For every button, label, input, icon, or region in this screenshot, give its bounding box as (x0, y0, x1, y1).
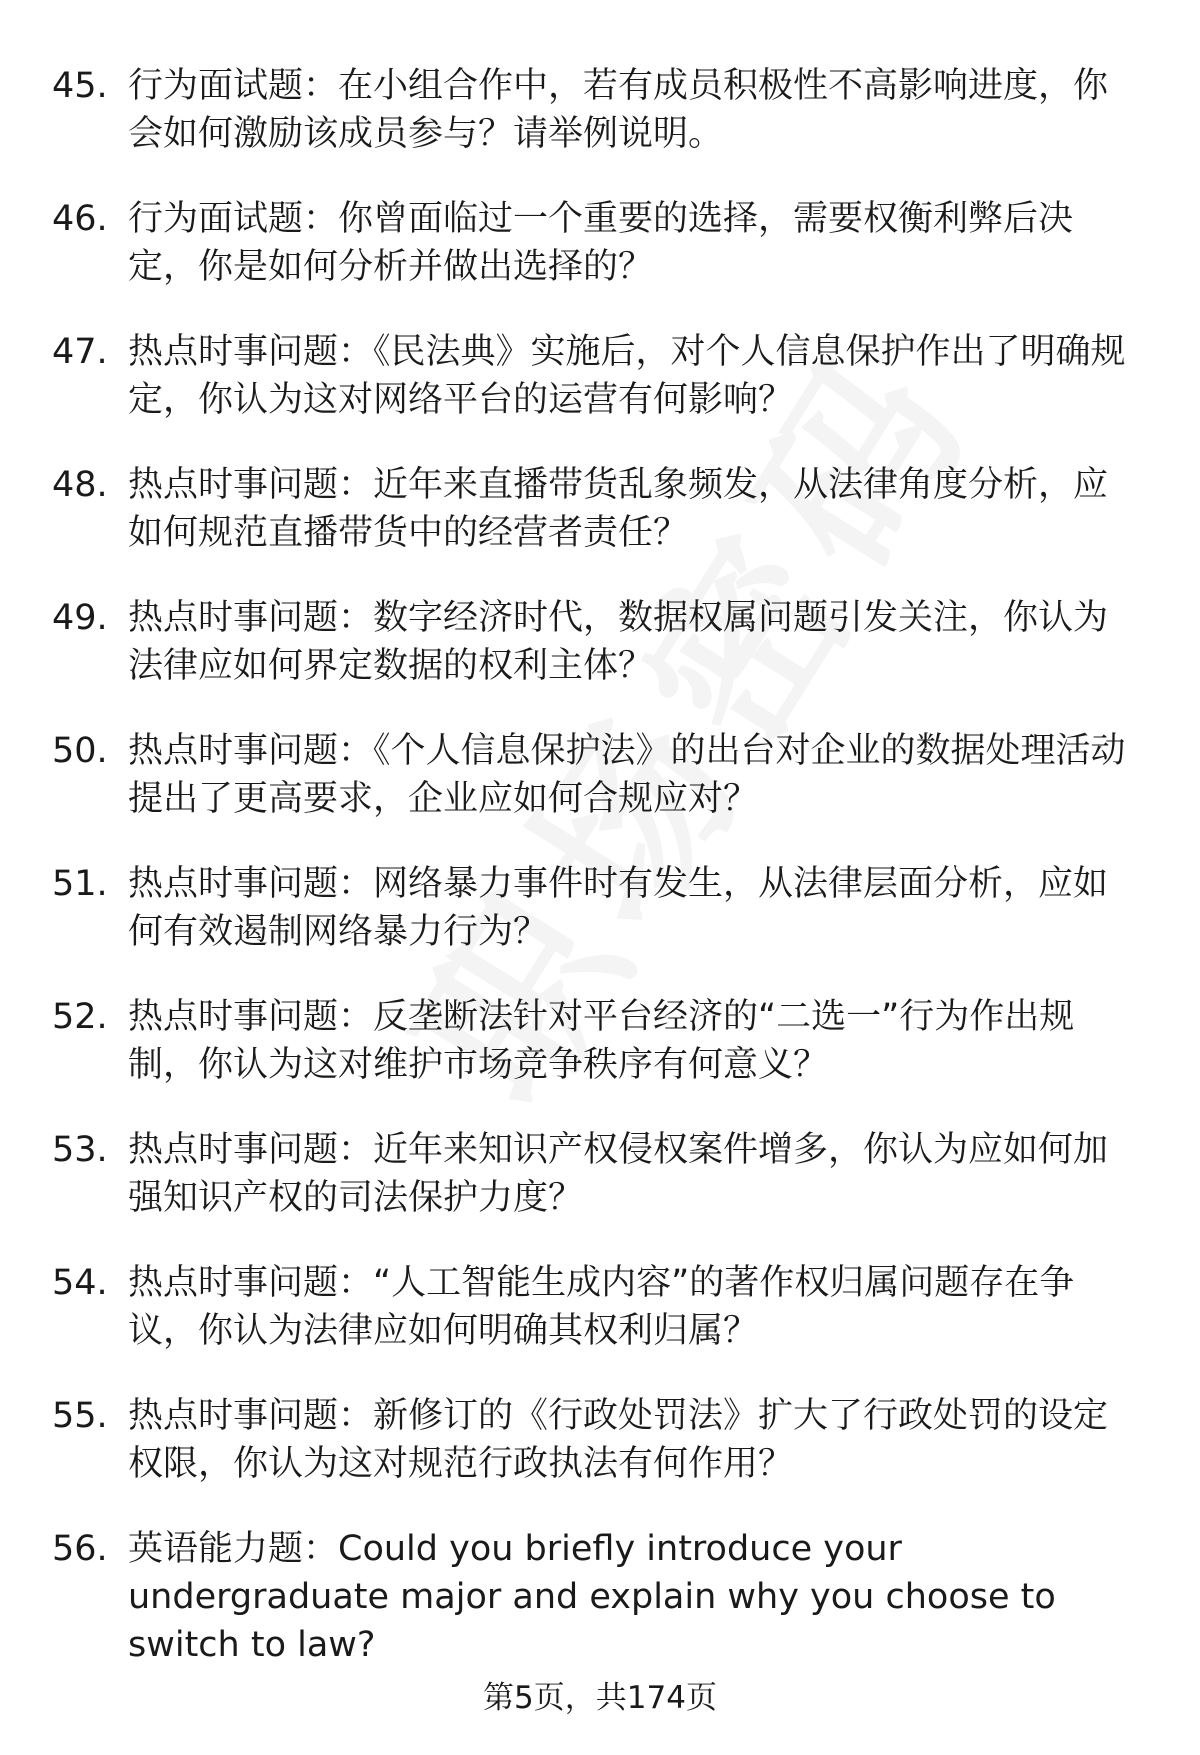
question-item (0, 993, 1200, 1089)
question-number: 51. (52, 864, 108, 904)
question-text: 英语能力题：Could you briefly introduce your undergraduate major and explain why you choose to switch to law? (128, 1529, 1056, 1665)
question-item (0, 62, 1200, 158)
question-number: 54. (52, 1263, 108, 1303)
question-item (0, 860, 1200, 956)
question-number: 49. (52, 598, 108, 638)
question-item (0, 1259, 1200, 1355)
question-item (0, 195, 1200, 291)
question-text: 热点时事问题：《民法典》实施后，对个人信息保护作出了明确规定，你认为这对网络平台的运营有何影响？ (128, 332, 1126, 420)
question-number: 48. (52, 465, 108, 505)
question-text: 热点时事问题：《个人信息保护法》的出台对企业的数据处理活动提出了更高要求，企业应如何合规应对？ (128, 731, 1126, 819)
question-text: 热点时事问题：近年来知识产权侵权案件增多，你认为应如何加强知识产权的司法保护力度？ (128, 1130, 1109, 1218)
question-text: 行为面试题：你曾面临过一个重要的选择，需要权衡利弊后决定，你是如何分析并做出选择的？ (128, 199, 1074, 287)
question-item (0, 1525, 1200, 1669)
question-list (0, 62, 1200, 1706)
question-number: 52. (52, 997, 108, 1037)
question-item (0, 461, 1200, 557)
question-text: 热点时事问题：数字经济时代，数据权属问题引发关注，你认为法律应如何界定数据的权利主体？ (128, 598, 1109, 686)
question-text: 热点时事问题：反垄断法针对平台经济的“二选一”行为作出规制，你认为这对维护市场竞争秩序有何意义？ (128, 997, 1075, 1085)
question-item (0, 1126, 1200, 1222)
question-item (0, 1392, 1200, 1488)
question-text: 行为面试题：在小组合作中，若有成员积极性不高影响进度，你会如何激励该成员参与？请举例说明。 (128, 66, 1109, 154)
question-item (0, 727, 1200, 823)
page-footer: 第5页，共174页 (483, 1680, 717, 1716)
question-text: 热点时事问题：新修订的《行政处罚法》扩大了行政处罚的设定权限，你认为这对规范行政执法有何作用？ (128, 1396, 1109, 1484)
question-number: 46. (52, 199, 108, 239)
question-number: 50. (52, 731, 108, 771)
question-number: 55. (52, 1396, 108, 1436)
question-number: 56. (52, 1529, 108, 1569)
question-number: 53. (52, 1130, 108, 1170)
question-item (0, 328, 1200, 424)
question-number: 45. (52, 66, 108, 106)
question-text: 热点时事问题：“人工智能生成内容”的著作权归属问题存在争议，你认为法律应如何明确其权利归属？ (128, 1263, 1075, 1351)
question-text: 热点时事问题：近年来直播带货乱象频发，从法律角度分析，应如何规范直播带货中的经营者责任？ (128, 465, 1109, 553)
question-number: 47. (52, 332, 108, 372)
question-item (0, 594, 1200, 690)
question-text: 热点时事问题：网络暴力事件时有发生，从法律层面分析，应如何有效遏制网络暴力行为？ (128, 864, 1109, 952)
